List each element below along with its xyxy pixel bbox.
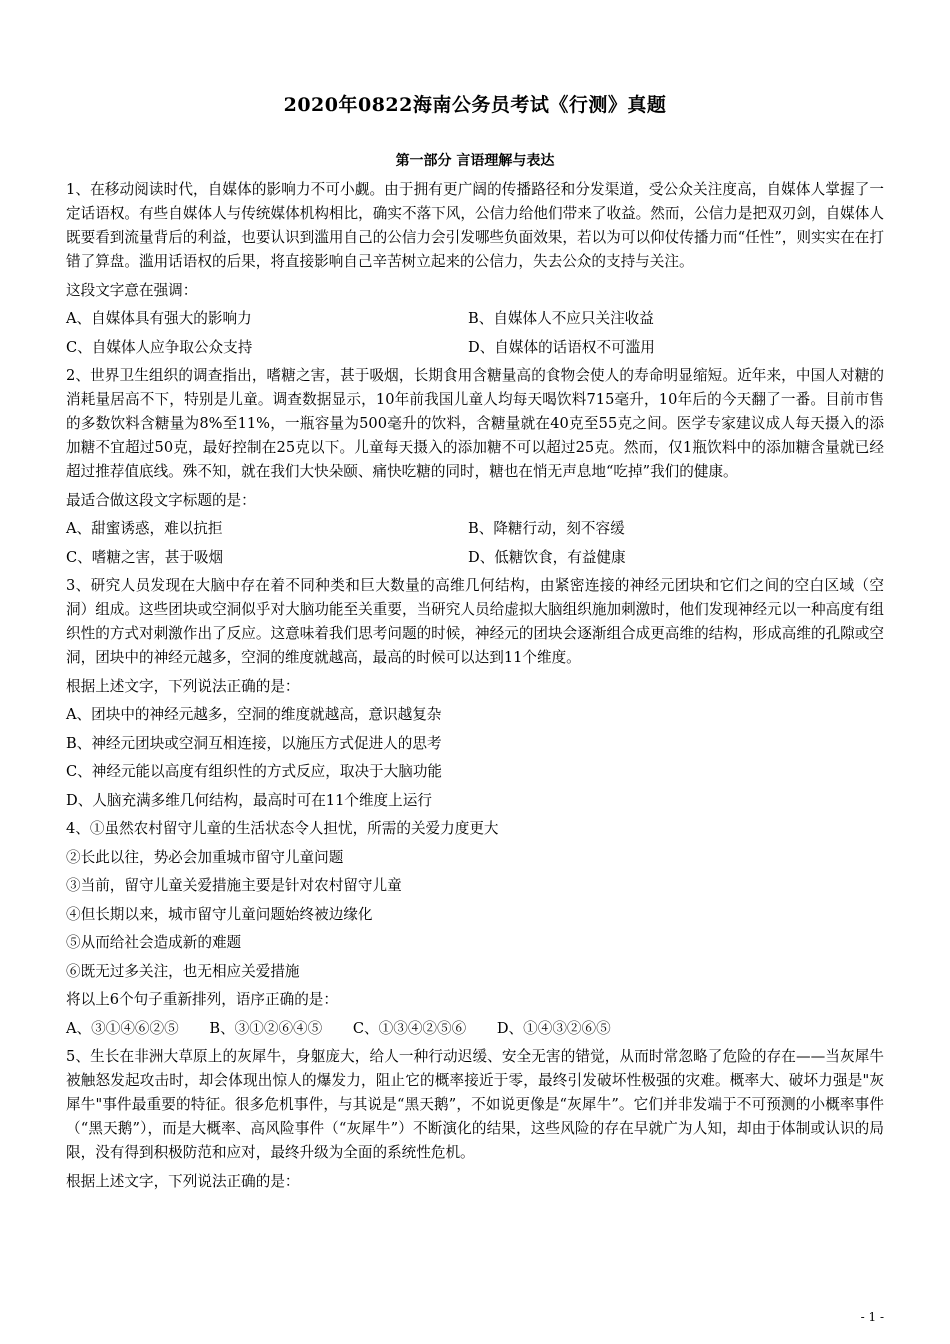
section-heading: 第一部分 言语理解与表达: [395, 153, 555, 169]
page-number: - 1 -: [860, 1310, 884, 1324]
question-2-options-row-1: [66, 517, 884, 541]
question-4-sentence-1: 4、①虽然农村留守儿童的生活状态令人担忧，所需的关爱力度更大: [66, 820, 499, 837]
question-2-prompt: 最适合做这段文字标题的是：: [66, 491, 256, 509]
question-5-stem: 5、生长在非洲大草原上的灰犀牛，身躯庞大，给人一种行动迟缓、安全无害的错觉，从而时常忽略了危险的存在——当灰犀牛被触怒发起攻击时，却会体现出惊人的爆发力，阻止它的概率接近于零，最终引发破坏性极强的灾难。概率大、破坏力强是"灰犀牛"事件最重要的特征。很多危机事件，与其说是“黑天鹅”，不如说更像是“灰犀牛”。它们并非发端于不可预测的小概率事件（“黑天鹅”），而是大概率、高风险事件（“灰犀牛”）不断演化的结果，这些风险的存在早就广为人知，却由于体制或认识的局限，没有得到积极防范和应对，最终升级为全面的系统性危机。: [66, 1048, 884, 1161]
question-2-option-d: D、低糖饮食，有益健康: [468, 548, 626, 566]
question-2-option-b: B、降糖行动，刻不容缓: [468, 520, 625, 537]
question-1-option-b: B、自媒体人不应只关注收益: [468, 310, 654, 327]
question-4-option-d: D、①④③②⑥⑤: [496, 1019, 611, 1037]
question-4-sentence-3: ③当前，留守儿童关爱措施主要是针对农村留守儿童: [66, 877, 402, 894]
question-1-options-row-1: [66, 307, 884, 331]
question-1-prompt: 这段文字意在强调：: [66, 281, 198, 299]
question-4-option-b: B、③①②⑥④⑤: [209, 1019, 323, 1037]
question-2-stem: 2、世界卫生组织的调查指出，嗜糖之害，甚于吸烟，长期食用含糖量高的食物会使人的寿命明显缩短。近年来，中国人对糖的消耗量居高不下，特别是儿童。调查数据显示，10年前我国儿童人均每天喝饮料715毫升，10年后的今天翻了一番。目前市售的多数饮料含糖量为8%至11%，一瓶容量为500毫升的饮料，含糖量就在40克至55克之间。医学专家建议成人每天摄入的添加糖不宜超过50克，最好控制在25克以下。儿童每天摄入的添加糖不可以超过25克。然而，仅1瓶饮料中的添加糖含量就已经超过推荐值底线。殊不知，就在我们大快朵颐、痛快吃糖的同时，糖也在悄无声息地“吃掉”我们的健康。: [66, 367, 884, 480]
question-1-option-d: D、自媒体的话语权不可滥用: [468, 338, 655, 356]
questions-body: [66, 178, 884, 1198]
question-3-stem: 3、研究人员发现在大脑中存在着不同种类和巨大数量的高维几何结构，由紧密连接的神经元团块和它们之间的空白区域（空洞）组成。这些团块或空洞似乎对大脑功能至关重要，当研究人员给虚拟大脑组织施加刺激时，他们发现神经元以一种高度有组织性的方式对刺激作出了反应。这意味着我们思考问题的时候，神经元的团块会逐渐组合成更高维的结构，形成高维的孔隙或空洞，团块中的神经元越多，空洞的维度就越高，最高的时候可以达到11个维度。: [66, 577, 884, 666]
question-1-option-a: A、自媒体具有强大的影响力: [66, 310, 252, 327]
question-4-options: [66, 1017, 884, 1041]
question-3-option-d: D、人脑充满多维几何结构，最高时可在11个维度上运行: [66, 791, 432, 809]
question-4-option-a: A、③①④⑥②⑤: [66, 1019, 179, 1037]
question-1-stem: 1、在移动阅读时代，自媒体的影响力不可小觑。由于拥有更广阔的传播路径和分发渠道，受公众关注度高，自媒体人掌握了一定话语权。有些自媒体人与传统媒体机构相比，确实不落下风，公信力给他们带来了收益。然而，公信力是把双刃剑，自媒体人既要看到流量背后的利益，也要认识到滥用自己的公信力会引发哪些负面效果，若以为可以仰仗传播力而“任性”，则实实在在打错了算盘。滥用话语权的后果，将直接影响自己辛苦树立起来的公信力，失去公众的支持与关注。: [66, 181, 884, 270]
question-5-prompt: 根据上述文字，下列说法正确的是：: [66, 1172, 300, 1190]
question-2-option-c: C、嗜糖之害，甚于吸烟: [66, 548, 224, 566]
question-1-options-row-2: [66, 336, 884, 360]
question-4-sentence-4: ④但长期以来，城市留守儿童问题始终被边缘化: [66, 905, 373, 923]
question-3-option-b: B、神经元团块或空洞互相连接，以施压方式促进人的思考: [66, 734, 442, 752]
question-3-option-c: C、神经元能以高度有组织性的方式反应，取决于大脑功能: [66, 763, 443, 780]
question-4-sentence-5: ⑤从而给社会造成新的难题: [66, 934, 242, 951]
question-3-prompt: 根据上述文字，下列说法正确的是：: [66, 677, 300, 695]
question-1-option-c: C、自媒体人应争取公众支持: [66, 338, 253, 356]
document-title: 2020年0822海南公务员考试《行测》真题: [283, 94, 667, 116]
question-3-option-a: A、团块中的神经元越多，空洞的维度就越高，意识越复杂: [66, 706, 442, 723]
question-4-sentence-6: ⑥既无过多关注，也无相应关爱措施: [66, 962, 300, 980]
question-4-prompt: 将以上6个句子重新排列，语序正确的是：: [66, 991, 338, 1008]
question-2-options-row-2: [66, 546, 884, 570]
question-2-option-a: A、甜蜜诱惑，难以抗拒: [66, 520, 223, 537]
question-4-option-c: C、①③④②⑤⑥: [352, 1019, 467, 1037]
question-4-sentence-2: ②长此以往，势必会加重城市留守儿童问题: [66, 848, 344, 866]
